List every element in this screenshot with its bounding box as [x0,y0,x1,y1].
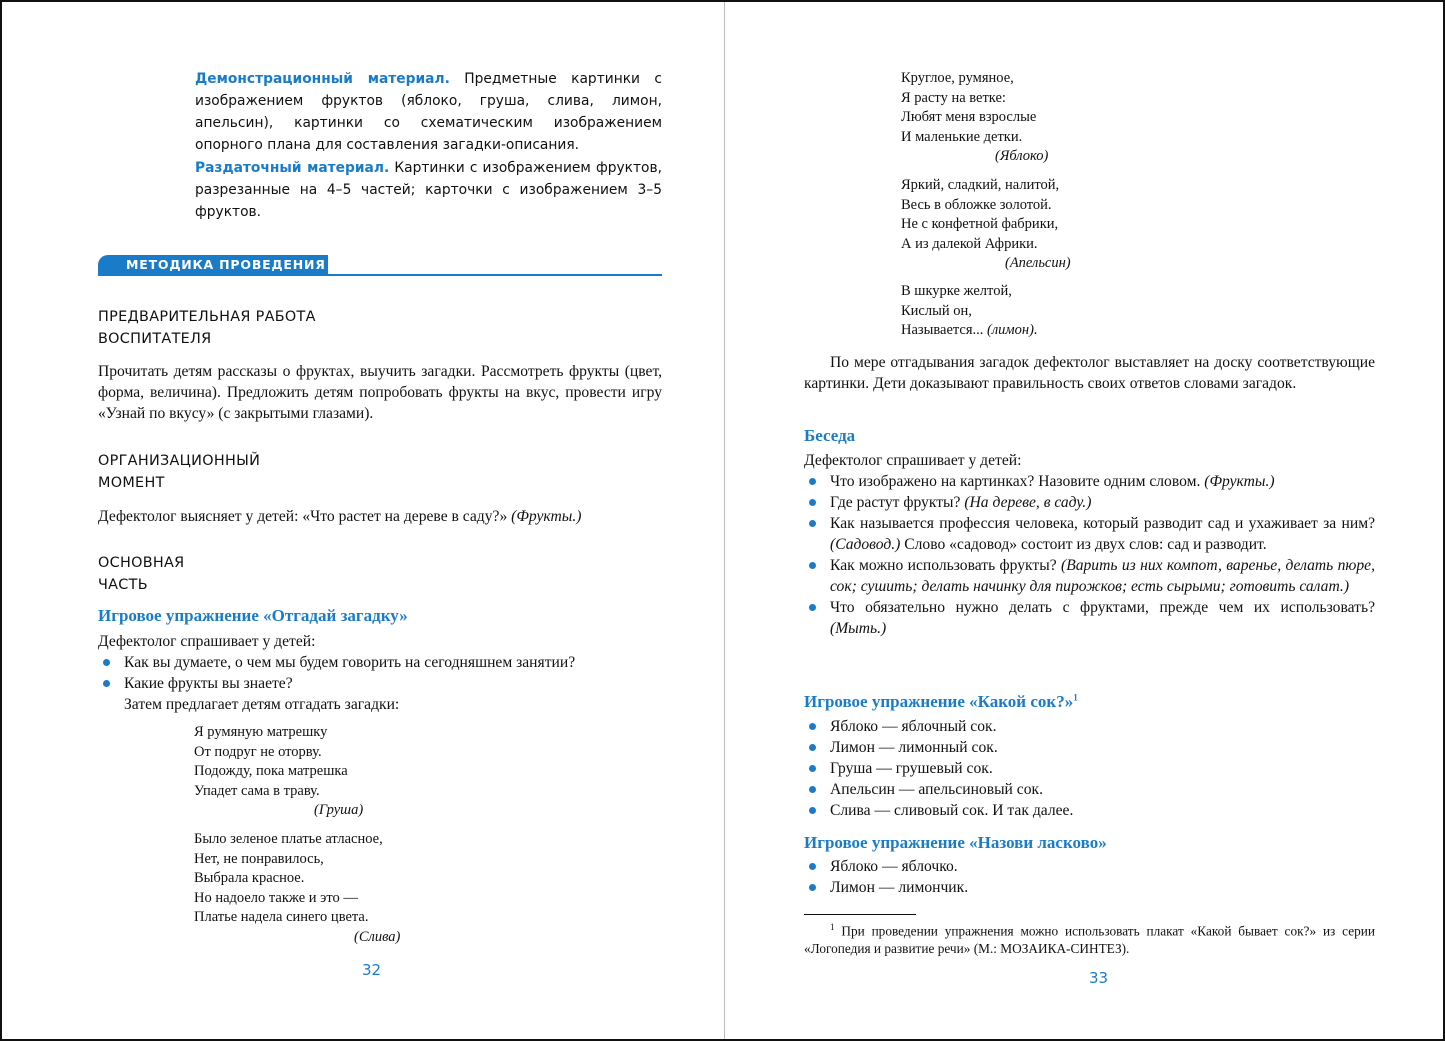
game2-list [804,716,1375,821]
bullet-icon [809,478,816,485]
bullet-icon [809,744,816,751]
demo-material-label: Демонстрационный материал. [195,71,450,87]
list-item: Какие фрукты вы знаете? [98,673,662,694]
main-heading: ОСНОВНАЯ ЧАСТЬ [98,555,185,593]
game3-list [804,856,1375,898]
org-paragraph: Дефектолог выясняет у детей: «Что растет на дереве в саду?» (Фрукты.) [98,508,582,525]
riddle-2: Было зеленое платье атласное, Нет, не понравилось, Выбрала красное. Но надоело также и это — Платье надела синего цвета. (Слива) [194,830,424,947]
list-item: Как можно использовать фрукты? (Варить из них компот, варенье, делать пюре, сок; сушить; делать начинку для пирожков; есть сырыми; готовить салат.) [804,555,1375,597]
list-item: Как называется профессия человека, который разводит сад и ухаживает за ним? (Садовод.) Слово «садовод» состоит из двух слов: сад и разводит. [804,513,1375,555]
prep-paragraph: Прочитать детям рассказы о фруктах, выучить загадки. Рассмотреть фрукты (цвет, форма, величина). Предложить детям попробовать фрукты на вкус, провести игру «Узнай по вкусу» (с закрытыми глазами). [98,363,662,422]
game1-intro: Дефектолог спрашивает у детей: [98,633,316,650]
bullet-icon [809,604,816,611]
riddle-1: Я румяную матрешку От подруг не оторву. Подожду, пока матрешка Упадет сама в траву. (Груша) [194,723,404,821]
talk-intro: Дефектолог спрашивает у детей: [804,452,1022,469]
list-item: Апельсин — апельсиновый сок. [804,779,1375,800]
talk-body [804,450,1375,639]
methodology-banner: МЕТОДИКА ПРОВЕДЕНИЯ [98,255,328,275]
riddle-5-answer: (лимон). [987,322,1038,338]
demo-material-paragraph [195,68,662,156]
list-item: Лимон — лимончик. [804,877,1375,898]
left-page [2,2,724,1039]
talk-title: Беседа [804,426,856,445]
riddle-3-answer: (Яблоко) [995,148,1049,164]
riddle-3: Круглое, румяное, Я расту на ветке: Любят меня взрослые И маленькие детки. (Яблоко) [901,69,1101,167]
org-heading: ОРГАНИЗАЦИОННЫЙ МОМЕНТ [98,453,261,491]
demo-material-text: Предметные картинки с изображением фруктов (яблоко, груша, слива, лимон, апельсин), картинки со схематическим изображением опорного плана для составления загадки-описания. [195,71,662,153]
list-item: Где растут фрукты? (На дереве, в саду.) [804,492,1375,513]
handout-material-text: Картинки с изображением фруктов, разрезанные на 4–5 частей; карточки с изображением 3–5 фруктов. [195,160,662,220]
bullet-icon [809,723,816,730]
right-page [724,2,1445,1039]
game3-title: Игровое упражнение «Назови ласково» [804,833,1107,852]
footnote-rule [804,914,916,915]
bullet-icon [809,499,816,506]
game1-then: Затем предлагает детям отгадать загадки: [124,696,400,713]
bullet-icon [809,562,816,569]
riddle-2-answer: (Слива) [354,928,401,945]
after-riddles-paragraph: По мере отгадывания загадок дефектолог выставляет на доску соответствующие картинки. Дети доказывают правильность своих ответов словами загадок. [804,354,1375,392]
list-item: Что обязательно нужно делать с фруктами, прежде чем их использовать? (Мыть.) [804,597,1375,639]
list-item: Как вы думаете, о чем мы будем говорить на сегодняшнем занятии? [98,652,662,673]
game1-body [98,631,662,715]
bullet-icon [809,863,816,870]
bullet-icon [103,659,110,666]
riddle-4-answer: (Апельсин) [1005,255,1071,271]
list-item: Лимон — лимонный сок. [804,737,1375,758]
list-item: Слива — сливовый сок. И так далее. [804,800,1375,821]
bullet-icon [809,520,816,527]
page-number-right: 33 [1089,969,1109,987]
bullet-icon [103,680,110,687]
handout-material-label: Раздаточный материал. [195,160,390,176]
prep-heading: ПРЕДВАРИТЕЛЬНАЯ РАБОТА ВОСПИТАТЕЛЯ [98,309,316,347]
bullet-icon [809,765,816,772]
list-item: Груша — грушевый сок. [804,758,1375,779]
game2-title: Игровое упражнение «Какой сок?»$^1$ [804,692,1078,711]
bullet-icon [809,884,816,891]
riddle-4: Яркий, сладкий, налитой, Весь в обложке золотой. Не с конфетной фабрики, А из далекой Африки. (Апельсин) [901,176,1101,274]
list-item: Яблоко — яблочный сок. [804,716,1375,737]
handout-material-paragraph [195,157,662,223]
riddle-1-answer: (Груша) [314,802,364,818]
list-item: Яблоко — яблочко. [804,856,1375,877]
list-item: Что изображено на картинках? Назовите одним словом. (Фрукты.) [804,471,1375,492]
footnote: $^1$ При проведении упражнения можно использовать плакат «Какой бывает сок?» из серии «Логопедия и развитие речи» (М.: МОЗАИКА-СИНТЕЗ). [804,922,1376,957]
game1-title: Игровое упражнение «Отгадай загадку» [98,606,408,625]
banner-rule [98,274,662,276]
page-number-left: 32 [362,961,382,979]
bullet-icon [809,786,816,793]
riddle-5: В шкурке желтой, Кислый он, Называется... (лимон). [901,283,1038,338]
bullet-icon [809,807,816,814]
